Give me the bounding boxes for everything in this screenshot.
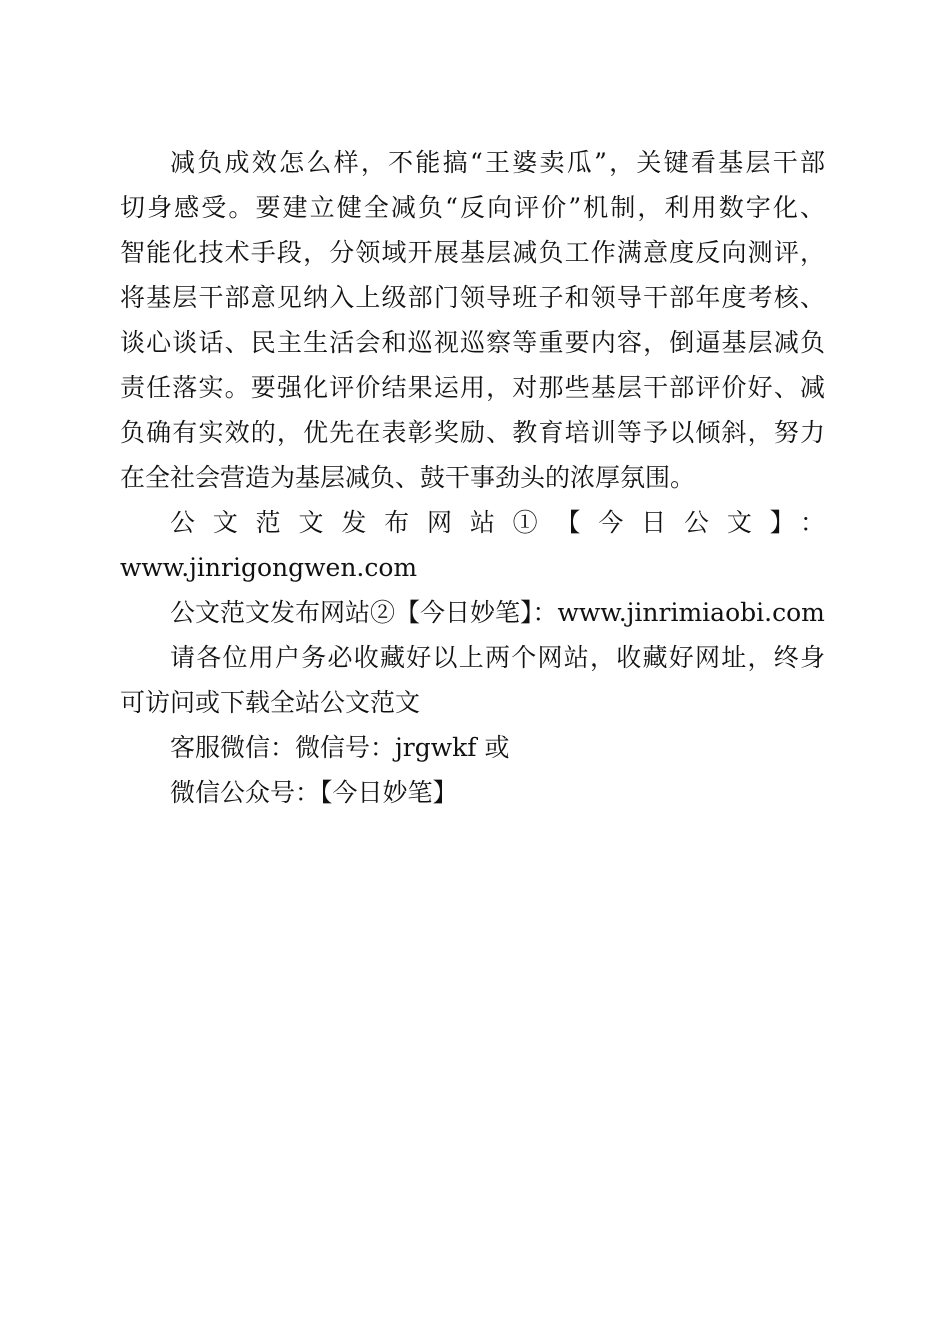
site-one-paragraph bbox=[120, 500, 825, 590]
site-one-url: www.jinrigongwen.com bbox=[120, 553, 418, 582]
paragraph-line: 切身感受。要建立健全减负“反向评价”机制，利用数字化、 bbox=[120, 193, 825, 222]
site-one-label: 公文范文发布网站①【今日公文】： bbox=[170, 508, 825, 537]
paragraph-line: 智能化技术手段，分领域开展基层减负工作满意度反向测评， bbox=[120, 238, 825, 267]
service-wechat-paragraph bbox=[120, 725, 825, 770]
site-two-text: 公文范文发布网站②【今日妙笔】：www.jinrimiaobi.com bbox=[170, 598, 825, 627]
site-two-paragraph bbox=[120, 590, 825, 635]
paragraph-line: 谈心谈话、民主生活会和巡视巡察等重要内容，倒逼基层减负 bbox=[120, 328, 825, 357]
paragraph-line: 将基层干部意见纳入上级部门领导班子和领导干部年度考核、 bbox=[120, 283, 825, 312]
paragraph-line: 在全社会营造为基层减负、鼓干事劲头的浓厚氛围。 bbox=[120, 463, 696, 492]
official-account-text: 微信公众号：【今日妙笔】 bbox=[170, 778, 458, 807]
official-account-paragraph bbox=[120, 770, 825, 815]
paragraph-line: 责任落实。要强化评价结果运用，对那些基层干部评价好、减 bbox=[120, 373, 825, 402]
document-body bbox=[120, 140, 825, 815]
notice-line: 可访问或下载全站公文范文 bbox=[120, 688, 421, 717]
paragraph-line: 负确有实效的，优先在表彰奖励、教育培训等予以倾斜，努力 bbox=[120, 418, 825, 447]
notice-paragraph bbox=[120, 635, 825, 725]
paragraph-line: 减负成效怎么样，不能搞“王婆卖瓜”，关键看基层干部 bbox=[170, 148, 825, 177]
main-paragraph bbox=[120, 140, 825, 500]
service-wechat-text: 客服微信：微信号：jrgwkf 或 bbox=[170, 733, 510, 762]
notice-line: 请各位用户务必收藏好以上两个网站，收藏好网址，终身 bbox=[170, 643, 825, 672]
